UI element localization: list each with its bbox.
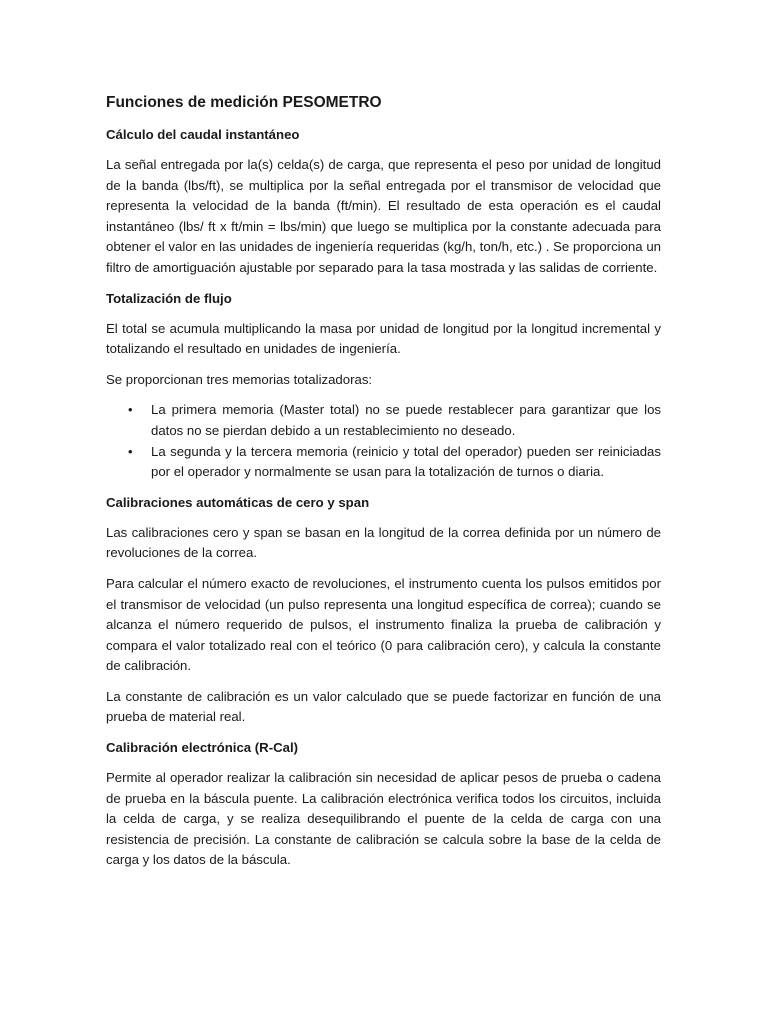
- list-item-text: La segunda y la tercera memoria (reinicio y total del operador) pueden ser reiniciadas por el operador y normalmente se usan para la totalización de turnos o diaria.: [151, 443, 661, 480]
- paragraph: Permite al operador realizar la calibración sin necesidad de aplicar pesos de prueba o cadena de prueba en la báscula puente. La calibración electrónica verifica todos los circuitos, incluida la celda de carga, y se realiza desequilibrando el puente de la celda de carga con una resistencia de precisión. La constante de calibración se calcula sobre la base de la celda de carga y los datos de la báscula.: [106, 770, 661, 868]
- paragraph: La señal entregada por la(s) celda(s) de carga, que representa el peso por unidad de longitud de la banda (lbs/ft), se multiplica por la señal entregada por el transmisor de velocidad que representa la velocidad de la banda (ft/min). El resultado de esta operación es el caudal instantáneo (lbs/ ft x ft/min = lbs/min) que luego se multiplica por la constante adecuada para obtener el valor en las unidades de ingeniería requeridas (kg/h, ton/h, etc.) . Se proporciona un filtro de amortiguación ajustable por separado para la tasa mostrada y las salidas de corriente.: [106, 157, 661, 275]
- paragraph: Las calibraciones cero y span se basan en la longitud de la correa definida por un número de revoluciones de la correa.: [106, 524, 661, 561]
- document-title: Funciones de medición PESOMETRO: [106, 94, 382, 111]
- paragraph: Se proporcionan tres memorias totalizadoras:: [106, 371, 373, 387]
- list-item: [106, 400, 661, 441]
- document-page: [106, 92, 661, 881]
- bullet-list: [106, 400, 661, 482]
- section-calibraciones-automaticas: [106, 493, 661, 728]
- section-calibracion-electronica: [106, 738, 661, 871]
- bullet-icon: •: [128, 443, 133, 459]
- list-item: [106, 442, 661, 483]
- section-heading: Cálculo del caudal instantáneo: [106, 127, 300, 142]
- section-caudal-instantaneo: [106, 125, 661, 279]
- list-item-text: La primera memoria (Master total) no se puede restablecer para garantizar que los datos no se pierdan debido a un restablecimiento no deseado.: [151, 402, 661, 438]
- section-heading: Calibración electrónica (R-Cal): [106, 740, 298, 756]
- paragraph: Para calcular el número exacto de revoluciones, el instrumento cuenta los pulsos emitidos por el transmisor de velocidad (un pulso representa una longitud específica de correa); cuando se alcanza el número requerido de pulsos, el instrumento finaliza la prueba de calibración y compara el valor totalizado real con el teórico (0 para calibración cero), y calcula la constante de calibración.: [106, 575, 661, 674]
- paragraph: La constante de calibración es un valor calculado que se puede factorizar en función de una prueba de material real.: [106, 688, 661, 725]
- section-heading: Calibraciones automáticas de cero y span: [106, 494, 370, 510]
- section-heading: Totalización de flujo: [106, 290, 232, 306]
- bullet-icon: •: [128, 402, 133, 418]
- section-totalizacion-flujo: [106, 289, 661, 483]
- paragraph: El total se acumula multiplicando la masa por unidad de longitud por la longitud incremental y totalizando el resultado en unidades de ingeniería.: [106, 320, 661, 357]
